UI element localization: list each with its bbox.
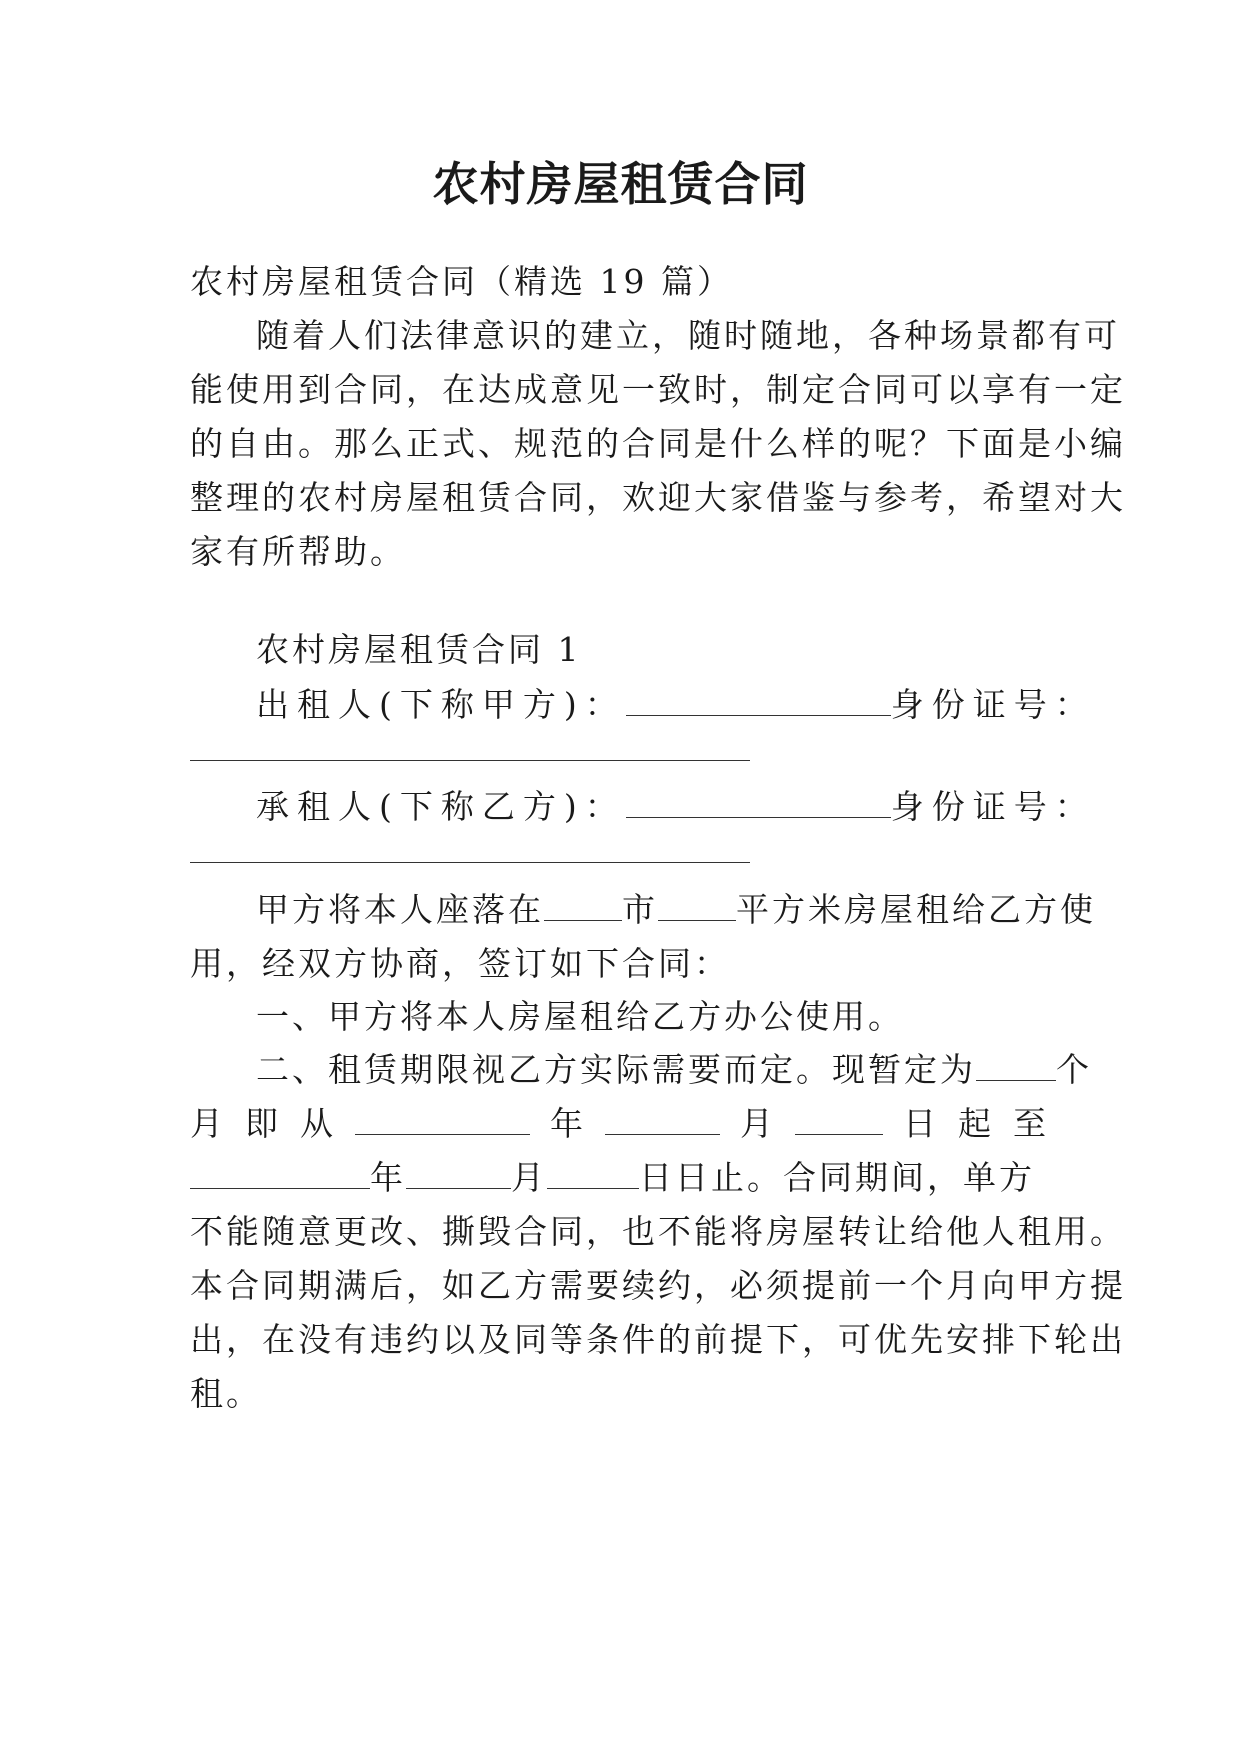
- end-day-blank[interactable]: [547, 1158, 639, 1189]
- document-title: 农村房屋租赁合同: [432, 157, 809, 211]
- month-unit-char: 个: [1056, 1050, 1092, 1089]
- intro-line-2: 能使用到合同，在达成意见一致时，制定合同可以享有一定: [190, 370, 1126, 409]
- subtitle: 农村房屋租赁合同（精选 19 篇）: [190, 262, 733, 301]
- start-day-blank[interactable]: [795, 1104, 883, 1135]
- lessee-label: 承租人(下称乙方)：: [256, 787, 626, 826]
- clause-intro-line-1: [256, 890, 1096, 930]
- month-char-2: 月: [740, 1104, 795, 1143]
- area-blank[interactable]: [658, 890, 736, 921]
- intro-line-5: 家有所帮助。: [190, 532, 406, 571]
- year-char: 年: [550, 1104, 605, 1143]
- clause-2-line-4: 不能随意更改、撕毁合同，也不能将房屋转让给他人租用。: [190, 1212, 1126, 1251]
- clause-2-end-text: 日日止。合同期间，单方: [639, 1158, 1035, 1197]
- lessee-id-label: 身份证号：: [890, 787, 1096, 826]
- start-month-blank[interactable]: [605, 1104, 720, 1135]
- lessor-label: 出租人(下称甲方)：: [256, 685, 626, 724]
- lessor-name-blank[interactable]: [626, 685, 891, 716]
- lessor-id-label: 身份证号：: [890, 685, 1096, 724]
- lessee-name-blank[interactable]: [626, 787, 891, 818]
- clause-intro-part-3: 平方米房屋租给乙方使: [736, 890, 1096, 929]
- clause-intro-part-1: 甲方将本人座落在: [256, 890, 544, 929]
- location-blank[interactable]: [544, 890, 622, 921]
- day-from-chars: 日起至: [903, 1104, 1068, 1143]
- end-year-char: 年: [370, 1158, 406, 1197]
- clause-intro-part-2: 市: [622, 890, 658, 929]
- end-month-char: 月: [511, 1158, 547, 1197]
- clause-2-line-6: 出，在没有违约以及同等条件的前提下，可优先安排下轮出: [190, 1320, 1126, 1359]
- end-year-blank[interactable]: [190, 1158, 370, 1189]
- intro-line-4: 整理的农村房屋租赁合同，欢迎大家借鉴与参考，希望对大: [190, 478, 1126, 517]
- clause-2-line-3: [190, 1158, 1050, 1198]
- clause-2-line-2: [190, 1104, 1068, 1144]
- section-heading: 农村房屋租赁合同 1: [256, 630, 582, 669]
- end-month-blank[interactable]: [406, 1158, 511, 1189]
- intro-line-1: 随着人们法律意识的建立，随时随地，各种场景都有可: [256, 316, 1120, 355]
- clause-1: 一、甲方将本人房屋租给乙方办公使用。: [256, 997, 904, 1036]
- clause-intro-line-2: 用，经双方协商，签订如下合同：: [190, 944, 730, 983]
- lessee-line: [256, 787, 1096, 827]
- months-blank[interactable]: [976, 1050, 1056, 1081]
- intro-line-3: 的自由。那么正式、规范的合同是什么样的呢？下面是小编: [190, 424, 1126, 463]
- month-char: 月: [190, 1104, 245, 1143]
- clause-2-line-5: 本合同期满后，如乙方需要续约，必须提前一个月向甲方提: [190, 1266, 1126, 1305]
- clause-2-line-7: 租。: [190, 1374, 262, 1413]
- lessor-id-blank[interactable]: [190, 760, 750, 761]
- lessor-line: [256, 685, 1096, 725]
- lessee-id-blank[interactable]: [190, 862, 750, 863]
- clause-2-text: 二、租赁期限视乙方实际需要而定。现暂定为: [256, 1050, 976, 1089]
- clause-2-line-1: [256, 1050, 1092, 1090]
- from-chars: 即从: [245, 1104, 355, 1143]
- start-year-blank[interactable]: [355, 1104, 530, 1135]
